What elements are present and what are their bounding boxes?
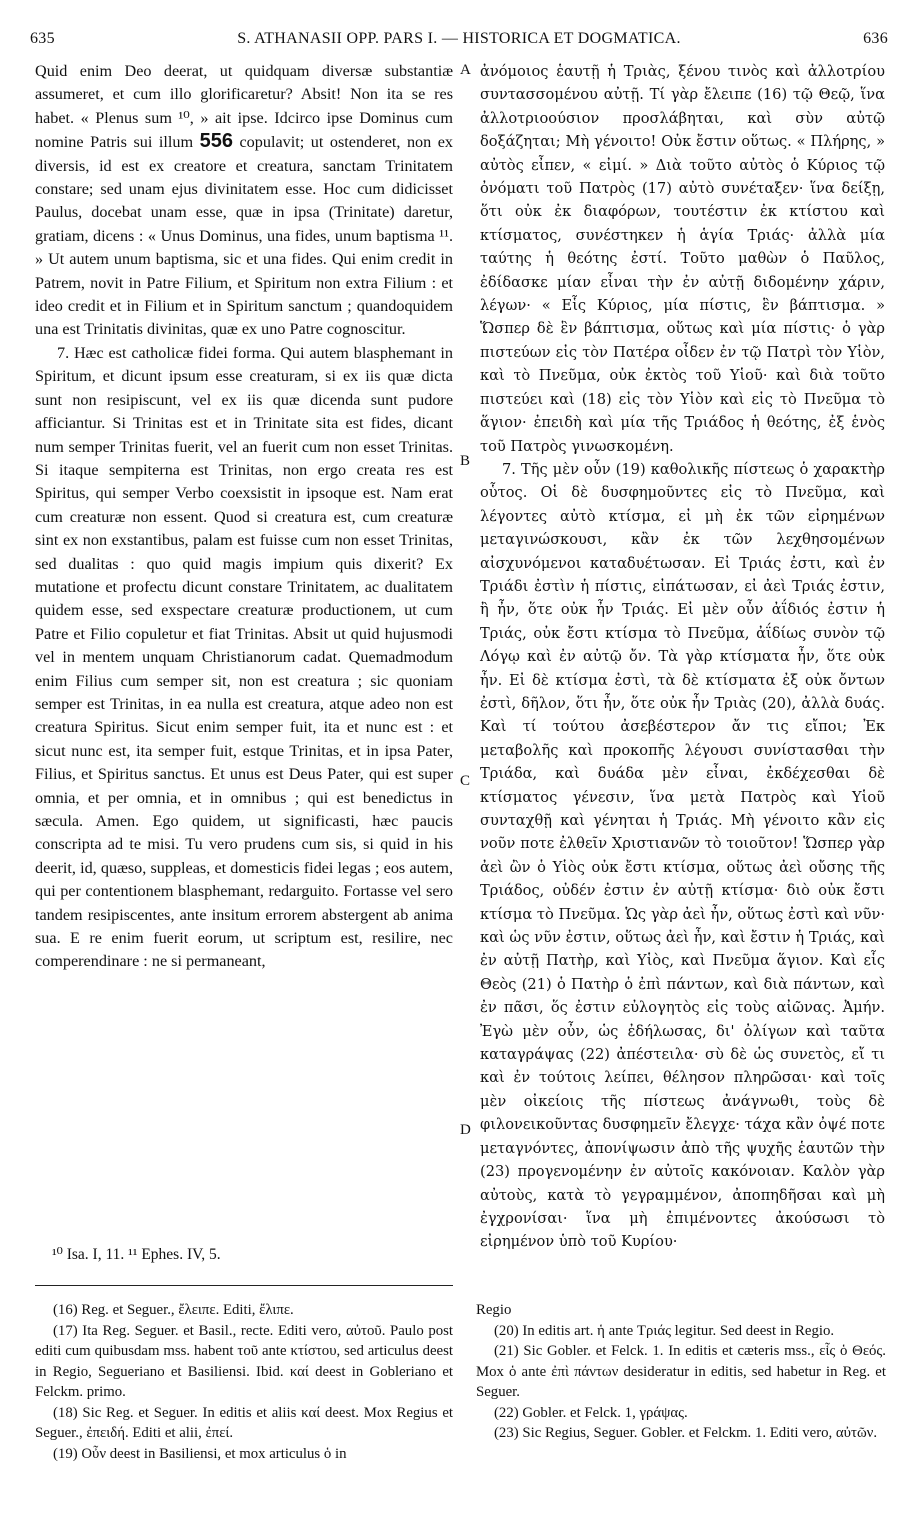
- notes-left: [35, 1300, 453, 1464]
- running-header: [30, 30, 888, 52]
- footnote-divider: [35, 1285, 453, 1286]
- greek-paragraph-1: ἀνόμοιος ἑαυτῇ ἡ Τριὰς, ξένου τινὸς καὶ ἀλλοτρίου συντασσομένου αὐτῇ. Τί γὰρ ἔλειπε (16) τῷ Θεῷ, ἵνα ἀλλοτριοούσιον προσλάβηται, καὶ σὺν αὐτῷ δοξάζηται; Μὴ γένοιτο! Οὐκ ἔστιν οὕτως. « Πλήρης, » αὐτὸς εἶπεν, « εἰμί. » Διὰ τοῦτο αὐτὸς ὁ Κύριος τῷ ὀνόματι τοῦ Πατρὸς (17) αὐτὸ συνέταξεν· ἵνα δείξῃ, ὅτι οὐκ ἐκ διαφόρων, τουτέστιν ἐκ κτίστου καὶ κτίσματος, συνέστηκεν ἡ ἁγία Τριάς· ἀλλὰ μία ταύτης ἡ θεότης ἐστί. Τοῦτο μαθὼν ὁ Παῦλος, ἐδίδασκε μίαν εἶναι τὴν ἐν αὐτῇ διδομένην χάριν, λέγων· « Εἷς Κύριος, μία πίστις, ἓν βάπτισμα. » Ὥσπερ δὲ ἓν βάπτισμα, οὕτως καὶ μία πίστις· ὁ γὰρ πιστεύων εἰς τὸν Πατέρα οἶδεν ἐν τῷ Πατρὶ τὸν Υἱὸν, καὶ τὸ Πνεῦμα, οὐκ ἐκτὸς τοῦ Υἱοῦ· καὶ διὰ τοῦτο πιστεύει καὶ (18) εἰς τὸν Υἱὸν καὶ εἰς τὸ Πνεῦμα τὸ ἅγιον· ἐπειδὴ καὶ μία τῆς Τριάδος ἡ θεότης, ἐξ ἑνὸς τοῦ Πατρὸς γινωσκομένη.: [480, 63, 885, 455]
- latin-column: [35, 60, 453, 974]
- section-marker-d: D: [460, 1122, 471, 1138]
- latin-paragraph-1: [35, 60, 453, 342]
- section-marker-b: B: [460, 453, 471, 469]
- greek-paragraph-2: 7. Τῆς μὲν οὖν (19) καθολικῆς πίστεως ὁ χαρακτὴρ οὗτος. Οἱ δὲ δυσφημοῦντες εἰς τὸ Πνεῦμα, καὶ λέγοντες αὐτὸ κτίσμα, εἰ μὴ ἐκ τῶν εἰρημένων μεταγινώσκουσι, κἂν ἐκ τῶν λεχθησομένων αἰσχυνόμενοι καταδυέτωσαν. Εἰ Τριάς ἐστι, καὶ ἐν Τριάδι ἐστὶν ἡ πίστις, εἰπάτωσαν, εἰ ἀεὶ Τριάς ἐστιν, ἢ ἦν, ὅτε οὐκ ἦν Τριάς. Εἰ μὲν οὖν ἀΐδιός ἐστιν ἡ Τριάς, οὐκ ἔστι κτίσμα τὸ Πνεῦμα, ἀΐδίως συνὸν τῷ Λόγῳ καὶ ἐν αὐτῷ ὄν. Τὰ γὰρ κτίσματα ἦν, ὅτε οὐκ ἦν. Εἰ δὲ κτίσμα ἐστὶ, τὰ δὲ κτίσματα ἐξ οὐκ ὄντων ἐστὶ, δῆλον, ὅτι ἦν, ὅτε οὐκ ἦν Τριὰς (20), ἀλλὰ δυάς. Καὶ τί τούτου ἀσεβέστερον ἄν τις εἴποι; Ἐκ μεταβολῆς καὶ προκοπῆς λέγουσι συνίστασθαι τὴν Τριάδα, καὶ δυάδα μὲν εἶναι, ἐκδέχεσθαι δὲ κτίσματος γένεσιν, ἵνα μετὰ Πατρὸς καὶ Υἱοῦ συνταχθῇ καὶ γένηται ἡ Τριάς. Μὴ γένοιτο κἂν εἰς νοῦν ποτε ἐλθεῖν Χριστιανῶν τὸ τοιοῦτον! Ὥσπερ γὰρ ἀεὶ ὢν ὁ Υἱὸς οὐκ ἔστι κτίσμα, οὕτως ἀεὶ οὔσης τῆς Τριάδος, οὐδέν ἐστιν ἐν αὐτῇ κτίσμα· διὸ οὐκ ἔστι κτίσμα τὸ Πνεῦμα. Ὡς γὰρ ἀεὶ ἦν, οὕτως ἐστὶ καὶ νῦν· καὶ ὡς νῦν ἐστιν, οὕτως ἀεὶ ἦν, καὶ ἔστιν ἡ Τριάς, καὶ ἐν αὐτῇ Πατὴρ, καὶ Υἱὸς, καὶ Πνεῦμα ἅγιον. Καὶ εἷς Θεὸς (21) ὁ Πατὴρ ὁ ἐπὶ πάντων, καὶ διὰ πάντων, καὶ ἐν πᾶσι, ὅς ἐστιν εὐλογητὸς εἰς τοὺς αἰῶνας. Ἀμήν. Ἐγὼ μὲν οὖν, ὡς ἐδήλωσας, δι' ὀλίγων καὶ ταῦτα καταγράψας (22) ἀπέστειλα· σὺ δὲ ὡς συνετὸς, εἴ τι καὶ ἐν τούτοις λείπει, θέλησον πληρῶσαι· καὶ τοῖς μὲν οἰκείοις τῆς πίστεως ἀνάγνωθι, τοὺς δὲ φιλονεικοῦντας δυσφημεῖν ἔλεγχε· τάχα κἂν ὀψέ ποτε μεταγνόντες, ἀπονίψωσιν ἀπὸ τῆς ψυχῆς ἑαυτῶν τὴν (23) προγενομένην ἐν αὐτοῖς κακόνοιαν. Καλὸν γὰρ αὐτοὺς, κατὰ τὸ γεγραμμένον, ἀποπηδῆσαι καὶ μὴ ἐγχρονίσαι· ἵνα μὴ ἐπιμένοντες ἀκούσωσι τὸ εἰρημένον ὑπὸ τοῦ Κυρίου·: [480, 460, 885, 1251]
- note-18: (18) Sic Reg. et Seguer. In editis et aliis καί deest. Mox Regius et Seguer., ἐπειδή. Editi et alii, ἐπεί.: [35, 1404, 453, 1441]
- latin-paragraph-1-text-a: Quid enim Deo deerat, ut quidquam diversæ substantiæ assumeret, et cum illo glorificaretur? Absit! Non ita se res habet. « Plenus sum ¹⁰, » ait ipse. Idcirco ipse Dominus cum nomine Patris sui illum: [35, 62, 453, 152]
- page-number-left: 635: [30, 30, 55, 47]
- note-20: (20) In editis art. ἡ ante Τριάς legitur. Sed deest in Regio.: [494, 1322, 835, 1339]
- page-number-right: 636: [863, 30, 888, 47]
- note-22: (22) Gobler. et Felck. 1, γράψας.: [494, 1404, 688, 1421]
- running-title: S. ATHANASII OPP. PARS I. — HISTORICA ET DOGMATICA.: [237, 30, 681, 47]
- notes-right: [476, 1300, 886, 1444]
- greek-column: [480, 60, 885, 1254]
- latin-paragraph-1-text-b: copulavit; ut ostenderet, non ex diversis, id est ex creatore et creatura, sanctam Trinitatem constare; sed unam ejus divinitatem esse. Hoc cum didicisset Paulus, docebat unam esse, quæ in ipsa (Trinitate) daretur, gratiam, dicens : « Unus Dominus, una fides, unum baptisma ¹¹. » Ut autem unum baptisma, sic et una fides. Qui enim credit in Patrem, novit in Patre Filium, et Spiritum non extra Filium : et ideo credit et in Filium et in Spiritum sanctum ; quandoquidem una est Trinitatis divinitas, quæ ex uno Patre cognoscitur.: [35, 133, 454, 339]
- note-19: (19) Οὖν deest in Basiliensi, et mox articulus ὁ in: [53, 1445, 347, 1462]
- note-21: (21) Sic Gobler. et Felck. 1. In editis et cæteris mss., εἷς ὁ Θεός. Mox ὁ ante ἐπὶ πάντων desideratur in editis, sed habetur in Reg. et Seguer.: [476, 1343, 886, 1400]
- note-19-continued: Regio: [476, 1302, 512, 1318]
- note-17: (17) Ita Reg. Seguer. et Basil., recte. Editi vero, αὐτοῦ. Paulo post editi cum quibusdam mss. habent τοῦ ante κτίστου, sed articulus deest in Regio, Segueriano et Basiliensi. Ibid. καί deest in Gobleriano et Felckm. primo.: [35, 1322, 453, 1400]
- section-marker-c: C: [460, 773, 471, 789]
- section-marker-a: A: [460, 62, 471, 78]
- scripture-references: ¹⁰ Isa. I, 11. ¹¹ Ephes. IV, 5.: [52, 1246, 221, 1263]
- note-23: (23) Sic Regius, Seguer. Gobler. et Felckm. 1. Editi vero, αὐτῶν.: [494, 1425, 878, 1441]
- latin-paragraph-2: 7. Hæc est catholicæ fidei forma. Qui autem blasphemant in Spiritum, et dicunt ipsum esse creaturam, si ex iis quæ dicta sunt non resipiscunt, vel ex iis quæ dicenda sunt pudore afficiantur. Si Trinitas est et in Trinitate sita est fides, dicant num semper Trinitas fuerit, vel an fuerit cum non esset Trinitas. Si itaque sempiterna est Trinitas, non ergo creata res est Spiritus, qui semper Verbo coexsistit in ipsoque est. Nam erat cum creaturæ non essent. Quod si creatura est, cum creaturæ sint ex non exstantibus, palam est fuisse cum non esset Trinitas, sed dualitas : quo quid magis impium quis dixerit? Ex mutatione et profectu dicunt constare Trinitatem, ac dualitatem quidem esse, sed exspectare creaturæ productionem, ut cum Patre et Filio copuletur et fiat Trinitas. Absit ut quid hujusmodi vel in mentem unquam Christianorum cadat. Quemadmodum enim Filius cum semper sit, non est creatura ; sic quoniam semper est Trinitas, in ea nulla est creatura, atque adeo non est creatura Spiritus. Sicut enim semper fuit, ita et nunc est : et sicut nunc est, ita semper fuit, estque Trinitas, et in ipsa Pater, Filius, et Spiritus sanctus. Et unus est Deus Pater, qui est super omnia, et per omnia, et in omnibus ; qui est benedictus in sæcula. Amen. Ego quidem, ut significasti, hæc paucis conscripta ad te misi. Tu vero prudens cum sis, si quid in his deerit, id, quæso, suppleas, et domesticis fidei legas ; eos autem, qui per contentionem blasphemant, redarguito. Fortasse vel sero tandem resipiscentes, ante insitum errorem abstergent ab anima sua. E re enim fuerit eorum, ut scriptum est, resilire, nec comperendinare : ne si permaneant,: [35, 343, 453, 971]
- note-16: (16) Reg. et Seguer., ἔλειπε. Editi, ἔλιπε.: [53, 1302, 294, 1318]
- margin-page-number: 556: [199, 130, 233, 153]
